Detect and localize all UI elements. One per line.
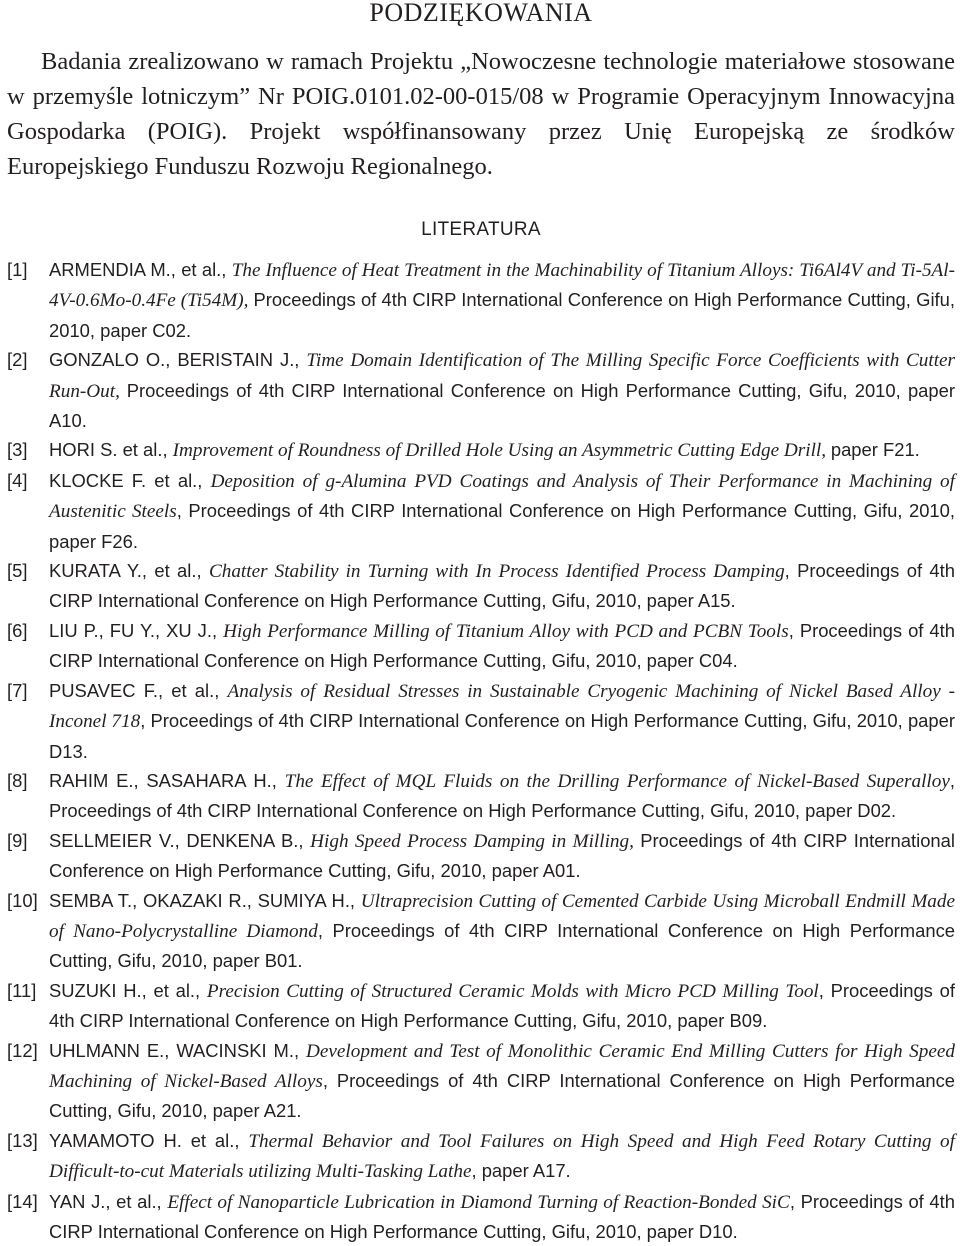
reference-title: Development and Test of Monolithic Ceramic End Milling Cutters for High Speed Machining of Nickel-Based Alloys (49, 1040, 955, 1092)
reference-authors: ARMENDIA M., et al., (49, 259, 232, 280)
reference-venue: Proceedings of 4th CIRP International Conference on High Performance Cutting, Gifu, 2010, paper C02. (49, 289, 955, 341)
reference-title: Effect of Nanoparticle Lubrication in Diamond Turning of Reaction-Bonded SiC (167, 1191, 790, 1213)
reference-item (7, 1036, 955, 1126)
reference-venue: Proceedings of 4th CIRP International Conference on High Performance Cutting, Gifu, 2010, paper A10. (49, 379, 955, 432)
reference-authors: KURATA Y., et al., (49, 560, 209, 582)
reference-authors: SELLMEIER V., DENKENA B., (49, 829, 311, 851)
acknowledgements-heading: PODZIĘKOWANIA (369, 0, 593, 27)
reference-venue: , Proceedings of 4th CIRP International Conference on High Performance Cutting, Gifu, 2010, paper B09. (49, 979, 955, 1032)
reference-item (7, 616, 955, 676)
reference-item (7, 435, 955, 465)
reference-authors: SEMBA T., OKAZAKI R., SUMIYA H., (49, 889, 361, 911)
reference-item (7, 255, 955, 345)
reference-title: Chatter Stability in Turning with In Process Identified Process Damping (208, 561, 785, 583)
reference-venue: , Proceedings of 4th CIRP International Conference on High Performance Cutting, Gifu, 2010, paper C04. (49, 619, 955, 672)
reference-number: [3] (7, 439, 28, 461)
reference-authors: PUSAVEC F., et al., (49, 679, 228, 701)
reference-title: Analysis of Residual Stresses in Sustainable Cryogenic Machining of Nickel Based Alloy - Inconel 718 (49, 680, 955, 733)
reference-title: Time Domain Identification of The Milling Specific Force Coefficients with Cutter Run-Out, (49, 350, 956, 402)
reference-number: [11] (7, 979, 37, 1001)
reference-item (7, 466, 955, 556)
reference-number: [9] (7, 829, 28, 851)
reference-number: [10] (7, 889, 38, 911)
reference-title: Ultraprecision Cutting of Cemented Carbide Using Microball Endmill Made of Nano-Polycrystalline Diamond (49, 890, 955, 942)
reference-item (7, 766, 955, 826)
reference-item (7, 826, 955, 886)
reference-authors: RAHIM E., SASAHARA H., (49, 769, 285, 791)
reference-title: The Influence of Heat Treatment in the Machinability of Titanium Alloys: Ti6Al4V and Ti-5Al-4V-0.6Mo-0.4Fe (Ti54M), (49, 260, 955, 312)
reference-venue: , Proceedings of 4th CIRP International Conference on High Performance Cutting, Gifu, 2010, paper A21. (49, 1069, 955, 1122)
reference-item (7, 676, 955, 766)
reference-number: [7] (7, 679, 28, 701)
reference-venue: , Proceedings of 4th CIRP International Conference on High Performance Cutting, Gifu, 2010, paper D02. (49, 769, 955, 822)
reference-venue: paper F21. (830, 439, 920, 461)
reference-number: [13] (7, 1129, 38, 1151)
reference-venue: , Proceedings of 4th CIRP International Conference on High Performance Cutting, Gifu, 2010, paper D13. (49, 710, 955, 762)
reference-title: Precision Cutting of Structured Ceramic Molds with Micro PCD Milling Tool (206, 980, 819, 1002)
reference-authors: SUZUKI H., et al., (49, 979, 207, 1001)
reference-item (7, 1187, 955, 1246)
reference-item (7, 556, 955, 616)
reference-number: [4] (7, 469, 28, 491)
acknowledgements-paragraph: Badania zrealizowano w ramach Projektu „Nowoczesne technologie materiałowe stosowane w przemyśle lotniczym” Nr POIG.0101.02-00-015/08 w Programie Operacyjnym Innowacyjna Gospodarka (POIG). Projekt współfinansowany przez Unię Europejską ze środków Europejskiego Funduszu Rozwoju Regionalnego. (7, 48, 955, 180)
reference-venue: , Proceedings of 4th CIRP International Conference on High Performance Cutting, Gifu, 2010, paper D10. (49, 1190, 955, 1242)
reference-venue: , Proceedings of 4th CIRP International Conference on High Performance Cutting, Gifu, 2010, paper F26. (49, 500, 955, 552)
reference-authors: YAN J., et al., (49, 1190, 168, 1212)
reference-title: High Performance Milling of Titanium Alloy with PCD and PCBN Tools (223, 620, 789, 642)
reference-venue: , paper A17. (471, 1160, 571, 1182)
literature-heading: LITERATURA (421, 219, 541, 240)
reference-number: [12] (7, 1039, 38, 1061)
reference-authors: HORI S. et al., (49, 439, 173, 461)
reference-title: Thermal Behavior and Tool Failures on High Speed and High Feed Rotary Cutting of Difficult-to-cut Materials utilizing Multi-Tasking Lathe (49, 1130, 955, 1183)
reference-number: [1] (7, 259, 28, 280)
reference-title: The Effect of MQL Fluids on the Drilling Performance of Nickel-Based Superalloy (284, 770, 950, 792)
reference-title: Deposition of g-Alumina PVD Coatings and Analysis of Their Performance in Machining of Austenitic Steels (49, 470, 955, 523)
reference-authors: KLOCKE F. et al., (49, 469, 211, 491)
reference-number: [8] (7, 769, 28, 791)
reference-item (7, 345, 955, 435)
reference-number: [2] (7, 349, 28, 371)
reference-authors: YAMAMOTO H. et al., (49, 1129, 249, 1151)
reference-title: Improvement of Roundness of Drilled Hole Using an Asymmetric Cutting Edge Drill, (172, 440, 831, 462)
reference-number: [14] (7, 1190, 38, 1212)
reference-item (7, 886, 955, 976)
reference-title: High Speed Process Damping in Milling, (310, 830, 641, 852)
reference-list (7, 255, 955, 1246)
reference-authors: UHLMANN E., WACINSKI M., (49, 1039, 307, 1061)
reference-authors: GONZALO O., BERISTAIN J., (49, 349, 307, 371)
reference-venue: , Proceedings of 4th CIRP International Conference on High Performance Cutting, Gifu, 2010, paper B01. (49, 919, 956, 972)
reference-item (7, 976, 955, 1036)
reference-number: [5] (7, 560, 28, 582)
reference-number: [6] (7, 619, 28, 641)
reference-venue: Proceedings of 4th CIRP International Conference on High Performance Cutting, Gifu, 2010, paper A01. (49, 829, 955, 882)
reference-authors: LIU P., FU Y., XU J., (49, 619, 224, 641)
reference-item (7, 1126, 955, 1187)
reference-venue: , Proceedings of 4th CIRP International Conference on High Performance Cutting, Gifu, 2010, paper A15. (49, 560, 955, 612)
